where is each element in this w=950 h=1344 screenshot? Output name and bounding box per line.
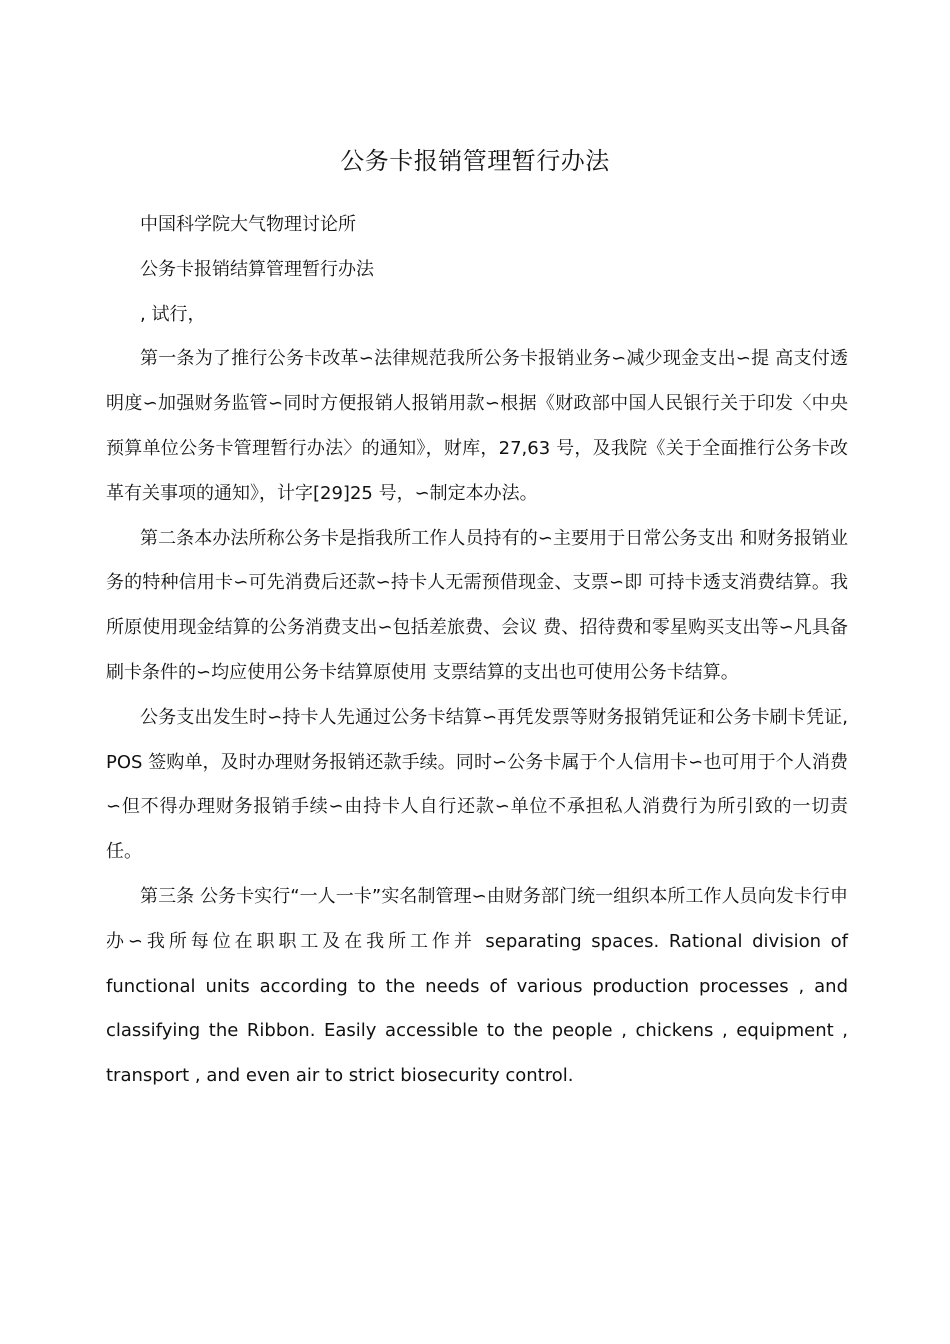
article-2: 第二条本办法所称公务卡是指我所工作人员持有的∽主要用于日常公务支出 和财务报销业务的特种信用卡∽可先消费后还款∽持卡人无需预借现金、支票∽即 可持卡透支消费结算。我所原使用现金结算的公务消费支出∽包括差旅费、会议 费、招待费和零星购买支出等∽凡具备刷卡条件的∽均应使用公务卡结算原使用 支票结算的支出也可使用公务卡结算。: [106, 527, 848, 683]
subtitle: 公务卡报销结算管理暂行办法: [140, 258, 374, 280]
article-1: 第一条为了推行公务卡改革∽法律规范我所公务卡报销业务∽减少现金支出∽提 高支付透明度∽加强财务监管∽同时方便报销人报销用款∽根据《财政部中国人民银行关于印发〈中央预算单位公务卡管理暂行办法〉的通知》，财库，27,63 号，及我院《关于全面推行公务卡改革有关事项的通知》，计字[29]25 号，∽制定本办法。: [106, 348, 848, 504]
trial-note: , 试行，: [140, 303, 206, 325]
document-title: 公务卡报销管理暂行办法: [340, 147, 610, 175]
institute-name: 中国科学院大气物理讨论所: [140, 214, 356, 235]
article-3: 第三条 公务卡实行“一人一卡”实名制管理∽由财务部门统一组织本所工作人员向发卡行申办∽我所每位在职职工及在我所工作并 separating spaces. Rational division of functional units according to the needs of various production processes , and classifying the Ribbon. Easily accessible to the people , chickens , equipment , transport , and even air to strict biosecurity control.: [106, 885, 848, 1087]
document-body: [106, 203, 848, 1099]
article-2-continued: 公务支出发生时∽持卡人先通过公务卡结算∽再凭发票等财务报销凭证和公务卡刷卡凭证, POS 签购单，及时办理财务报销还款手续。同时∽公务卡属于个人信用卡∽也可用于个人消费∽但不得办理财务报销手续∽由持卡人自行还款∽单位不承担私人消费行为所引致的一切责任。: [106, 706, 848, 863]
